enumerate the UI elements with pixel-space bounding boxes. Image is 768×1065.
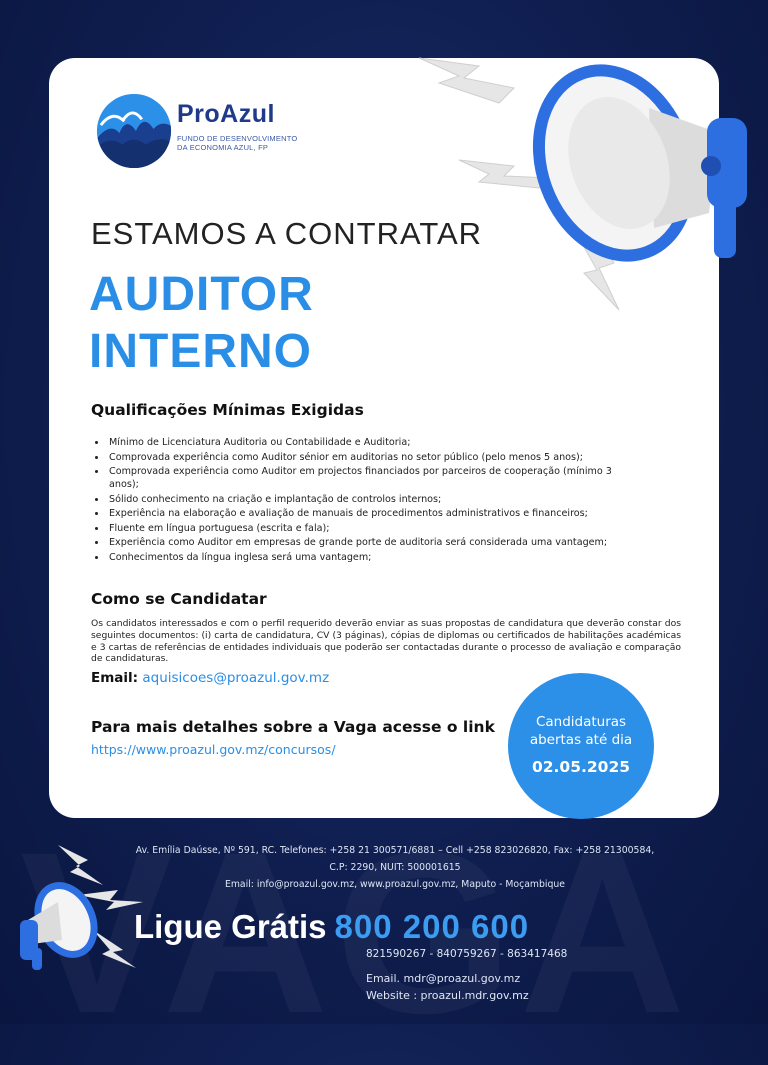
list-item: • Experiência como Auditor em empresas de grande porte de auditoria será considerada uma vantagem;: [107, 536, 627, 549]
call-label: Ligue Grátis: [134, 908, 327, 945]
proazul-logo: [95, 92, 315, 172]
call-number[interactable]: 800 200 600: [334, 908, 530, 945]
details-link[interactable]: https://www.proazul.gov.mz/concursos/: [91, 742, 336, 757]
email-label: Email:: [91, 670, 139, 686]
deadline-badge: [508, 673, 654, 819]
apply-email: [91, 670, 329, 686]
qualifications-list: [95, 436, 627, 565]
phone-numbers: 821590267 - 840759267 - 863417468: [366, 948, 568, 960]
apply-title: Como se Candidatar: [91, 590, 267, 608]
list-item: • Comprovada experiência como Auditor sénior em auditorias no setor público (pelo menos 5 anos);: [107, 451, 627, 464]
qualifications-title: Qualificações Mínimas Exigidas: [91, 401, 364, 419]
apply-instructions: Os candidatos interessados e com o perfil requerido deverão enviar as suas propostas de candidatura que deverão constar dos seguintes documentos: (i) carta de candidatura, CV (3 páginas), cópias de diplomas ou certificados de habilitações académicas e 3 cartas de referências de entidades individuais que poderão ser contactadas durante o processo de avaliação e comparação de candidaturas.: [91, 618, 681, 665]
free-call-line: [134, 908, 529, 946]
list-item: • Experiência na elaboração e avaliação de manuais de procedimentos administrativos e financeiros;: [107, 507, 627, 520]
footer-address: Av. Emília Daússe, Nº 591, RC. Telefones: +258 21 300571/6881 – Cell +258 823026820, Fax: +258 21300584, C.P: 2290, NUIT: 500001615 Email: info@proazul.gov.mz, www.proazul.gov.mz, Maputo - Moçambique: [135, 845, 655, 890]
hiring-headline: ESTAMOS A CONTRATAR: [91, 216, 483, 251]
footer-contact: [366, 970, 529, 1004]
job-title: AUDITOR INTERNO: [89, 268, 314, 378]
wave-logo-icon: [95, 92, 173, 170]
email-link[interactable]: aquisicoes@proazul.gov.mz: [142, 670, 330, 686]
brand-name: ProAzul: [177, 100, 275, 128]
megaphone-icon: [419, 48, 759, 348]
list-item: • Conhecimentos da língua inglesa será uma vantagem;: [107, 551, 627, 564]
footer-email[interactable]: Email. mdr@proazul.gov.mz: [366, 972, 521, 985]
list-item: • Sólido conhecimento na criação e implantação de controlos internos;: [107, 493, 627, 506]
brand-subtitle: FUNDO DE DESENVOLVIMENTO DA ECONOMIA AZUL, FP: [177, 134, 298, 152]
footer-website[interactable]: Website : proazul.mdr.gov.mz: [366, 989, 529, 1002]
list-item: • Comprovada experiência como Auditor em projectos financiados por parceiros de cooperação (mínimo 3 anos);: [107, 465, 627, 491]
small-megaphone-icon: [18, 840, 158, 970]
details-title: Para mais detalhes sobre a Vaga acesse o link: [91, 718, 495, 736]
list-item: • Mínimo de Licenciatura Auditoria ou Contabilidade e Auditoria;: [107, 436, 627, 449]
list-item: • Fluente em língua portuguesa (escrita e fala);: [107, 522, 627, 535]
badge-date: 02.05.2025: [531, 758, 631, 776]
badge-text: Candidaturas abertas até dia: [529, 714, 633, 748]
